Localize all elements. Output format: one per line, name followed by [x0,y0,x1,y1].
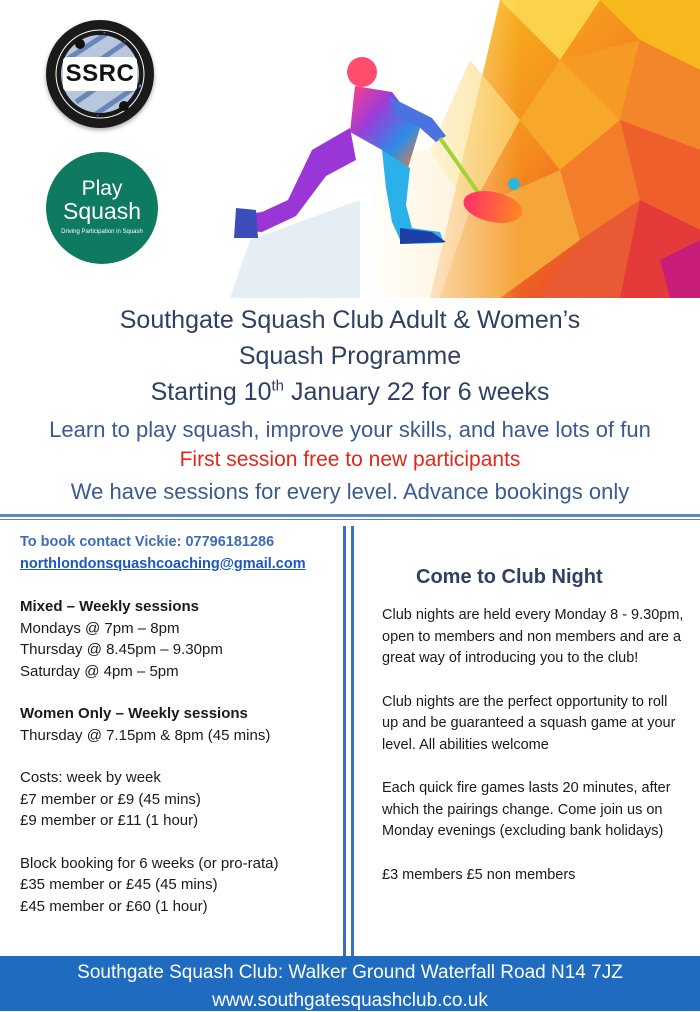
club-night-paragraph: Club nights are held every Monday 8 - 9.30pm, open to members and non members and are a great way of introducing you to the club! [382,607,684,666]
booking-contact: To book contact Vickie: 07796181286 [20,534,275,550]
cost-item: £45 member or £60 (1 hour) [20,897,208,915]
start-date-ordinal: th [271,377,284,395]
section-divider-thin [0,519,700,520]
mixed-sessions-heading: Mixed – Weekly sessions [20,598,199,615]
sessions-column [20,532,340,917]
ssrc-initials: SSRC [63,57,137,91]
club-night-column [382,566,687,908]
programme-title-line2: Squash Programme [238,342,462,370]
ssrc-club-logo [46,20,154,128]
footer-bar [0,956,700,1011]
squash-ball [508,178,520,190]
club-address: Southgate Squash Club: Walker Ground Waterfall Road N14 7JZ [77,962,623,983]
costs-heading: Costs: week by week [20,769,161,786]
women-sessions-heading: Women Only – Weekly sessions [20,705,248,722]
session-item: Thursday @ 8.45pm – 9.30pm [20,641,223,658]
play-squash-logo-word2: Squash [62,198,141,224]
bookings-notice: We have sessions for every level. Advance bookings only [70,479,630,504]
programme-title-line1: Southgate Squash Club Adult & Women’s [119,306,581,334]
club-night-title: Come to Club Night [416,566,603,588]
column-divider-left [343,526,346,956]
club-night-prices: £3 members £5 non members [382,866,576,883]
start-date-prefix: Starting 10 [150,378,272,406]
play-squash-logo [46,152,158,264]
play-squash-tagline: Driving Participation in Squash [61,229,143,235]
session-item: Mondays @ 7pm – 8pm [20,619,180,637]
block-booking-heading: Block booking for 6 weeks (or pro-rata) [20,854,279,872]
cost-item: £7 member or £9 (45 mins) [20,790,201,808]
club-night-paragraph: Each quick fire games lasts 20 minutes, after which the pairings change. Come join us on Monday evenings (excluding bank holidays) [382,780,671,839]
cost-item: £9 member or £11 (1 hour) [20,812,199,829]
play-squash-logo-word1: Play [81,177,123,200]
club-website-link[interactable]: www.southgatesquashclub.co.uk [212,990,488,1011]
cost-item: £35 member or £45 (45 mins) [20,876,218,893]
session-item: Saturday @ 4pm – 5pm [20,662,179,680]
programme-start-date [0,378,700,407]
booking-email-link[interactable]: northlondonsquashcoaching@gmail.com [20,555,306,572]
start-date-suffix: January 22 for 6 weeks [284,378,550,406]
session-item: Thursday @ 7.15pm & 8pm (45 mins) [20,726,271,744]
section-divider [0,514,700,517]
club-night-paragraph: Club nights are the perfect opportunity to roll up and be guaranteed a squash game at your level. All abilities welcome [382,693,676,753]
programme-tagline: Learn to play squash, improve your skills, and have lots of fun [49,417,651,442]
free-session-notice: First session free to new participants [179,448,521,471]
column-divider-right [351,526,354,956]
